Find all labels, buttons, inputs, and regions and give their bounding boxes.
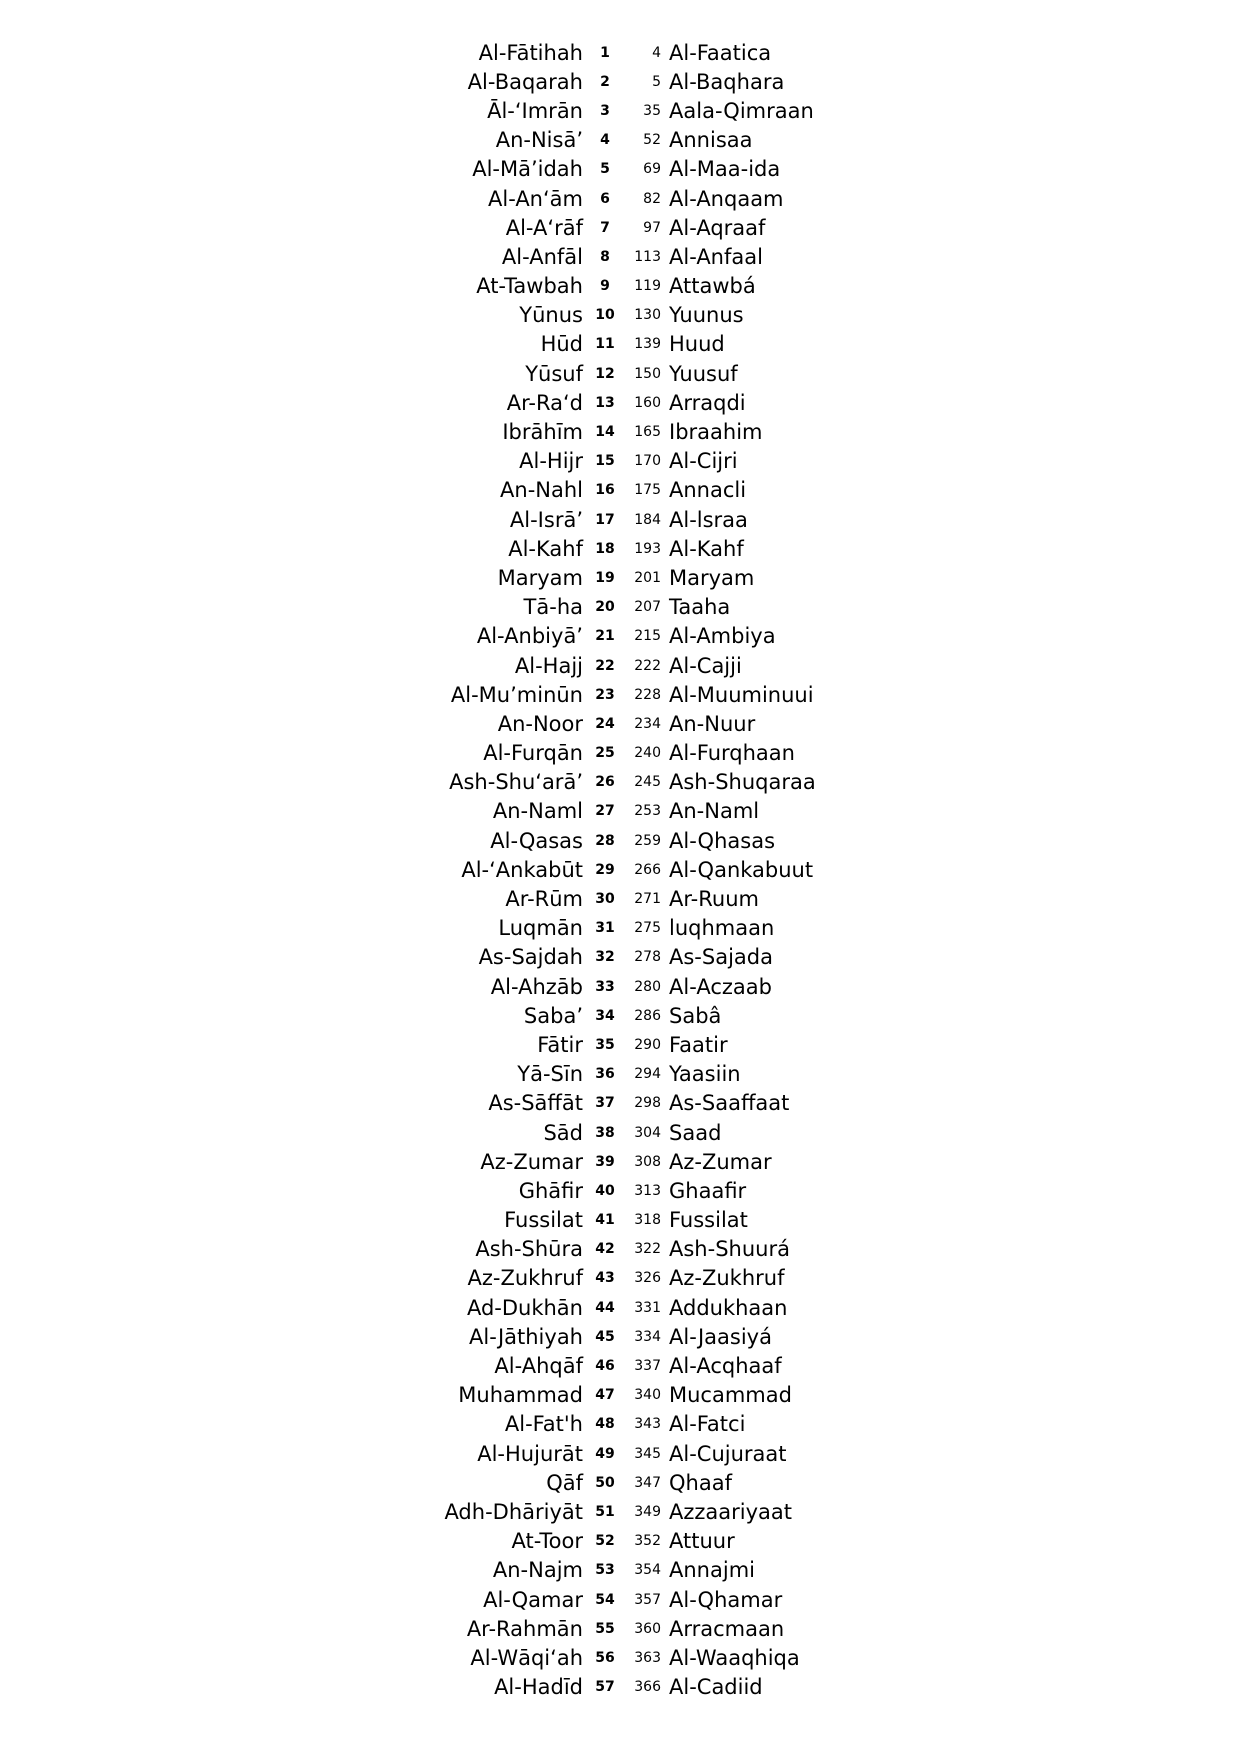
surah-somali-name: Al-Furqhaan bbox=[669, 741, 795, 766]
surah-number: 49 bbox=[595, 1445, 615, 1462]
surah-arabic-name: An-Nahl bbox=[500, 478, 583, 503]
surah-page-number: 4 bbox=[652, 44, 661, 61]
surah-somali-name: Al-Cajji bbox=[669, 653, 742, 678]
surah-page-number: 334 bbox=[634, 1328, 661, 1345]
surah-page-number: 366 bbox=[634, 1679, 661, 1696]
surah-page-number: 322 bbox=[634, 1241, 661, 1258]
surah-row bbox=[0, 1351, 1240, 1380]
surah-page-number: 354 bbox=[634, 1562, 661, 1579]
surah-page-number: 119 bbox=[634, 278, 661, 295]
surah-page-number: 113 bbox=[634, 248, 661, 265]
surah-number: 33 bbox=[595, 978, 615, 995]
surah-somali-name: Arracmaan bbox=[669, 1616, 785, 1641]
surah-arabic-name: Hūd bbox=[540, 332, 583, 357]
surah-page-number: 352 bbox=[634, 1533, 661, 1550]
surah-number: 11 bbox=[595, 336, 615, 353]
surah-row bbox=[0, 1322, 1240, 1351]
surah-number: 3 bbox=[600, 102, 610, 119]
surah-arabic-name: An-Noor bbox=[497, 711, 583, 736]
surah-row bbox=[0, 1293, 1240, 1322]
surah-arabic-name: Yā-Sīn bbox=[517, 1062, 583, 1087]
surah-row bbox=[0, 680, 1240, 709]
surah-arabic-name: Al-A‘rāf bbox=[505, 215, 583, 240]
surah-page-number: 357 bbox=[634, 1591, 661, 1608]
surah-somali-name: Al-Anfaal bbox=[669, 244, 763, 269]
surah-somali-name: Al-Aqraaf bbox=[669, 215, 766, 240]
surah-arabic-name: Al-Anfāl bbox=[501, 244, 583, 269]
surah-page-number: 160 bbox=[634, 394, 661, 411]
surah-page-number: 5 bbox=[652, 73, 661, 90]
surah-row bbox=[0, 505, 1240, 534]
surah-row bbox=[0, 943, 1240, 972]
surah-row bbox=[0, 1439, 1240, 1468]
surah-row bbox=[0, 1206, 1240, 1235]
surah-row bbox=[0, 855, 1240, 884]
surah-page-number: 298 bbox=[634, 1095, 661, 1112]
surah-arabic-name: Saba’ bbox=[523, 1003, 583, 1028]
surah-somali-name: Al-Acqhaaf bbox=[669, 1354, 782, 1379]
surah-row bbox=[0, 447, 1240, 476]
surah-row bbox=[0, 476, 1240, 505]
surah-row bbox=[0, 126, 1240, 155]
surah-page-number: 290 bbox=[634, 1036, 661, 1053]
surah-page-number: 278 bbox=[634, 949, 661, 966]
surah-somali-name: Al-Cujuraat bbox=[669, 1441, 787, 1466]
surah-somali-name: Al-Qhamar bbox=[669, 1587, 783, 1612]
surah-row bbox=[0, 1235, 1240, 1264]
surah-number: 14 bbox=[595, 424, 615, 441]
surah-arabic-name: Al-Hadīd bbox=[494, 1675, 583, 1700]
surah-row bbox=[0, 1614, 1240, 1643]
surah-somali-name: Al-Qankabuut bbox=[669, 857, 814, 882]
surah-number: 32 bbox=[595, 949, 615, 966]
surah-number: 38 bbox=[595, 1124, 615, 1141]
surah-row bbox=[0, 242, 1240, 271]
surah-row bbox=[0, 797, 1240, 826]
surah-somali-name: Al-Jaasiyá bbox=[669, 1324, 772, 1349]
surah-somali-name: Ibraahim bbox=[669, 420, 763, 445]
surah-number: 41 bbox=[595, 1212, 615, 1229]
surah-page-number: 286 bbox=[634, 1007, 661, 1024]
surah-number: 56 bbox=[595, 1649, 615, 1666]
surah-number: 35 bbox=[595, 1036, 615, 1053]
surah-row bbox=[0, 359, 1240, 388]
surah-arabic-name: Az-Zukhruf bbox=[467, 1266, 583, 1291]
surah-arabic-name: Al-Ahqāf bbox=[494, 1354, 583, 1379]
surah-arabic-name: Al-Kahf bbox=[508, 536, 583, 561]
surah-arabic-name: Fussilat bbox=[504, 1208, 583, 1233]
surah-somali-name: Ash-Shuurá bbox=[669, 1237, 790, 1262]
surah-arabic-name: An-Nisā’ bbox=[495, 128, 583, 153]
surah-row bbox=[0, 1030, 1240, 1059]
surah-page-number: 222 bbox=[634, 657, 661, 674]
surah-number: 37 bbox=[595, 1095, 615, 1112]
surah-number: 19 bbox=[595, 569, 615, 586]
surah-somali-name: Al-Cijri bbox=[669, 449, 738, 474]
surah-number: 23 bbox=[595, 686, 615, 703]
surah-somali-name: Ghaafir bbox=[669, 1178, 747, 1203]
surah-number: 47 bbox=[595, 1387, 615, 1404]
surah-somali-name: Al-Waaqhiqa bbox=[669, 1645, 800, 1670]
surah-page-number: 201 bbox=[634, 569, 661, 586]
surah-arabic-name: Qāf bbox=[546, 1470, 583, 1495]
surah-row bbox=[0, 1001, 1240, 1030]
surah-number: 46 bbox=[595, 1358, 615, 1375]
surah-row bbox=[0, 593, 1240, 622]
surah-arabic-name: At-Tawbah bbox=[476, 274, 583, 299]
surah-page-number: 340 bbox=[634, 1387, 661, 1404]
surah-somali-name: Annacli bbox=[669, 478, 747, 503]
surah-number: 50 bbox=[595, 1474, 615, 1491]
surah-number: 13 bbox=[595, 394, 615, 411]
surah-page-number: 280 bbox=[634, 978, 661, 995]
surah-page-number: 313 bbox=[634, 1182, 661, 1199]
surah-number: 12 bbox=[595, 365, 615, 382]
surah-somali-name: Attuur bbox=[669, 1529, 735, 1554]
surah-arabic-name: Al-Qasas bbox=[490, 828, 583, 853]
surah-number: 22 bbox=[595, 657, 615, 674]
surah-arabic-name: Yūsuf bbox=[525, 361, 583, 386]
surah-page-number: 35 bbox=[643, 102, 661, 119]
surah-row bbox=[0, 1410, 1240, 1439]
surah-row bbox=[0, 96, 1240, 125]
surah-number: 48 bbox=[595, 1416, 615, 1433]
surah-number: 6 bbox=[600, 190, 610, 207]
surah-row bbox=[0, 884, 1240, 913]
surah-arabic-name: Al-Jāthiyah bbox=[469, 1324, 583, 1349]
surah-somali-name: Al-Kahf bbox=[669, 536, 744, 561]
surah-somali-name: Al-Anqaam bbox=[669, 186, 784, 211]
surah-number: 28 bbox=[595, 832, 615, 849]
surah-page-number: 207 bbox=[634, 599, 661, 616]
surah-somali-name: Ar-Ruum bbox=[669, 887, 759, 912]
surah-page-number: 240 bbox=[634, 745, 661, 762]
surah-arabic-name: Adh-Dhāriyāt bbox=[444, 1499, 583, 1524]
surah-page-number: 259 bbox=[634, 832, 661, 849]
surah-somali-name: Al-Baqhara bbox=[669, 69, 785, 94]
surah-row bbox=[0, 534, 1240, 563]
surah-arabic-name: Al-Fātihah bbox=[478, 40, 583, 65]
surah-row bbox=[0, 155, 1240, 184]
surah-arabic-name: Sād bbox=[543, 1120, 583, 1145]
surah-number: 2 bbox=[600, 73, 610, 90]
surah-arabic-name: Ar-Rūm bbox=[505, 887, 583, 912]
surah-number: 15 bbox=[595, 453, 615, 470]
surah-row bbox=[0, 272, 1240, 301]
surah-number: 45 bbox=[595, 1328, 615, 1345]
surah-somali-name: Aala-Qimraan bbox=[669, 98, 814, 123]
surah-arabic-name: As-Sāffāt bbox=[488, 1091, 583, 1116]
surah-somali-name: An-Naml bbox=[669, 799, 760, 824]
surah-row bbox=[0, 1176, 1240, 1205]
surah-page-number: 97 bbox=[643, 219, 661, 236]
surah-arabic-name: Al-Anbiyā’ bbox=[476, 624, 583, 649]
surah-somali-name: Yaasiin bbox=[669, 1062, 741, 1087]
surah-somali-name: Faatir bbox=[669, 1032, 728, 1057]
surah-somali-name: Az-Zukhruf bbox=[669, 1266, 785, 1291]
surah-page-number: 343 bbox=[634, 1416, 661, 1433]
surah-somali-name: Al-Muuminuui bbox=[669, 682, 814, 707]
surah-somali-name: Annisaa bbox=[669, 128, 753, 153]
surah-index bbox=[0, 38, 1240, 1702]
surah-number: 39 bbox=[595, 1153, 615, 1170]
surah-somali-name: As-Sajada bbox=[669, 945, 773, 970]
surah-somali-name: Al-Faatica bbox=[669, 40, 772, 65]
surah-number: 44 bbox=[595, 1299, 615, 1316]
surah-page-number: 275 bbox=[634, 920, 661, 937]
surah-somali-name: Annajmi bbox=[669, 1558, 755, 1583]
surah-arabic-name: As-Sajdah bbox=[478, 945, 583, 970]
surah-number: 16 bbox=[595, 482, 615, 499]
surah-number: 40 bbox=[595, 1182, 615, 1199]
surah-arabic-name: Fātir bbox=[537, 1032, 583, 1057]
surah-row bbox=[0, 1497, 1240, 1526]
surah-somali-name: Fussilat bbox=[669, 1208, 748, 1233]
surah-number: 24 bbox=[595, 715, 615, 732]
surah-arabic-name: Al-Wāqi‘ah bbox=[470, 1645, 583, 1670]
surah-row bbox=[0, 1643, 1240, 1672]
surah-row bbox=[0, 709, 1240, 738]
surah-number: 10 bbox=[595, 307, 615, 324]
surah-row bbox=[0, 1089, 1240, 1118]
surah-page-number: 318 bbox=[634, 1212, 661, 1229]
surah-somali-name: Al-Aczaab bbox=[669, 974, 772, 999]
surah-row bbox=[0, 1264, 1240, 1293]
surah-number: 34 bbox=[595, 1007, 615, 1024]
surah-somali-name: Yuunus bbox=[669, 303, 744, 328]
surah-number: 21 bbox=[595, 628, 615, 645]
surah-page-number: 69 bbox=[643, 161, 661, 178]
surah-row bbox=[0, 1147, 1240, 1176]
surah-arabic-name: Al-Ahzāb bbox=[490, 974, 583, 999]
surah-arabic-name: Maryam bbox=[497, 565, 583, 590]
surah-arabic-name: At-Toor bbox=[511, 1529, 583, 1554]
surah-row bbox=[0, 301, 1240, 330]
surah-number: 42 bbox=[595, 1241, 615, 1258]
surah-arabic-name: Al-Mu’minūn bbox=[450, 682, 583, 707]
surah-page-number: 326 bbox=[634, 1270, 661, 1287]
surah-arabic-name: Ar-Ra‘d bbox=[506, 390, 583, 415]
surah-page-number: 360 bbox=[634, 1620, 661, 1637]
surah-row bbox=[0, 1673, 1240, 1702]
surah-somali-name: Ash-Shuqaraa bbox=[669, 770, 816, 795]
surah-row bbox=[0, 651, 1240, 680]
surah-somali-name: luqhmaan bbox=[669, 916, 775, 941]
surah-row bbox=[0, 213, 1240, 242]
surah-number: 9 bbox=[600, 278, 610, 295]
surah-row bbox=[0, 417, 1240, 446]
surah-page-number: 331 bbox=[634, 1299, 661, 1316]
surah-page-number: 228 bbox=[634, 686, 661, 703]
surah-page-number: 215 bbox=[634, 628, 661, 645]
surah-arabic-name: Ghāfir bbox=[518, 1178, 583, 1203]
surah-row bbox=[0, 1118, 1240, 1147]
surah-somali-name: An-Nuur bbox=[669, 711, 756, 736]
surah-row bbox=[0, 622, 1240, 651]
surah-number: 57 bbox=[595, 1679, 615, 1696]
surah-somali-name: Sabâ bbox=[669, 1003, 722, 1028]
surah-arabic-name: Al-Hujurāt bbox=[477, 1441, 583, 1466]
surah-row bbox=[0, 739, 1240, 768]
surah-row bbox=[0, 1527, 1240, 1556]
surah-number: 51 bbox=[595, 1503, 615, 1520]
surah-somali-name: Az-Zumar bbox=[669, 1149, 772, 1174]
surah-somali-name: Maryam bbox=[669, 565, 755, 590]
surah-page-number: 52 bbox=[643, 132, 661, 149]
surah-arabic-name: Al-Hijr bbox=[519, 449, 583, 474]
surah-number: 7 bbox=[600, 219, 610, 236]
surah-arabic-name: Muhammad bbox=[458, 1383, 583, 1408]
surah-number: 17 bbox=[595, 511, 615, 528]
surah-somali-name: Addukhaan bbox=[669, 1295, 788, 1320]
surah-arabic-name: Luqmān bbox=[498, 916, 583, 941]
surah-somali-name: Al-Ambiya bbox=[669, 624, 776, 649]
surah-arabic-name: Al-‘Ankabūt bbox=[461, 857, 583, 882]
surah-arabic-name: Az-Zumar bbox=[480, 1149, 583, 1174]
surah-somali-name: Al-lsraa bbox=[669, 507, 748, 532]
surah-arabic-name: Al-Hajj bbox=[514, 653, 583, 678]
surah-arabic-name: Tā-ha bbox=[523, 595, 583, 620]
surah-page-number: 294 bbox=[634, 1066, 661, 1083]
surah-page-number: 337 bbox=[634, 1358, 661, 1375]
surah-arabic-name: Ibrāhīm bbox=[502, 420, 583, 445]
surah-somali-name: Attawbá bbox=[669, 274, 756, 299]
surah-number: 20 bbox=[595, 599, 615, 616]
surah-number: 43 bbox=[595, 1270, 615, 1287]
surah-row bbox=[0, 914, 1240, 943]
surah-number: 30 bbox=[595, 891, 615, 908]
surah-arabic-name: Ad-Dukhān bbox=[466, 1295, 583, 1320]
surah-row bbox=[0, 1381, 1240, 1410]
surah-arabic-name: Ar-Rahmān bbox=[466, 1616, 583, 1641]
surah-page-number: 150 bbox=[634, 365, 661, 382]
surah-somali-name: Huud bbox=[669, 332, 725, 357]
surah-somali-name: Taaha bbox=[669, 595, 731, 620]
surah-somali-name: Al-Cadiid bbox=[669, 1675, 763, 1700]
surah-number: 25 bbox=[595, 745, 615, 762]
surah-row bbox=[0, 972, 1240, 1001]
surah-arabic-name: Al-An‘ām bbox=[488, 186, 583, 211]
surah-page-number: 349 bbox=[634, 1503, 661, 1520]
surah-row bbox=[0, 388, 1240, 417]
surah-page-number: 184 bbox=[634, 511, 661, 528]
surah-row bbox=[0, 826, 1240, 855]
surah-arabic-name: Ash-Shu‘arā’ bbox=[449, 770, 583, 795]
surah-row bbox=[0, 1468, 1240, 1497]
surah-number: 53 bbox=[595, 1562, 615, 1579]
surah-somali-name: Qhaaf bbox=[669, 1470, 732, 1495]
surah-arabic-name: Al-Baqarah bbox=[467, 69, 583, 94]
surah-row bbox=[0, 1556, 1240, 1585]
surah-page-number: 308 bbox=[634, 1153, 661, 1170]
surah-number: 26 bbox=[595, 774, 615, 791]
surah-number: 8 bbox=[600, 248, 610, 265]
surah-somali-name: Yuusuf bbox=[669, 361, 738, 386]
surah-somali-name: Saad bbox=[669, 1120, 722, 1145]
surah-arabic-name: Al-Mā’idah bbox=[472, 157, 583, 182]
surah-arabic-name: An-Naml bbox=[492, 799, 583, 824]
surah-page-number: 271 bbox=[634, 891, 661, 908]
surah-page-number: 253 bbox=[634, 803, 661, 820]
surah-row bbox=[0, 1585, 1240, 1614]
surah-page-number: 139 bbox=[634, 336, 661, 353]
surah-arabic-name: Al-Isrā’ bbox=[509, 507, 583, 532]
surah-somali-name: Azzaariyaat bbox=[669, 1499, 793, 1524]
surah-arabic-name: An-Najm bbox=[492, 1558, 583, 1583]
surah-row bbox=[0, 67, 1240, 96]
surah-row bbox=[0, 330, 1240, 359]
surah-page-number: 245 bbox=[634, 774, 661, 791]
surah-number: 1 bbox=[600, 44, 610, 61]
surah-number: 18 bbox=[595, 540, 615, 557]
surah-page-number: 170 bbox=[634, 453, 661, 470]
surah-number: 4 bbox=[600, 132, 610, 149]
surah-page-number: 175 bbox=[634, 482, 661, 499]
surah-page-number: 82 bbox=[643, 190, 661, 207]
surah-number: 52 bbox=[595, 1533, 615, 1550]
surah-page-number: 266 bbox=[634, 861, 661, 878]
surah-number: 55 bbox=[595, 1620, 615, 1637]
surah-arabic-name: Ash-Shūra bbox=[475, 1237, 583, 1262]
surah-number: 29 bbox=[595, 861, 615, 878]
surah-number: 31 bbox=[595, 920, 615, 937]
surah-number: 5 bbox=[600, 161, 610, 178]
surah-arabic-name: Al-Furqān bbox=[483, 741, 583, 766]
surah-row bbox=[0, 768, 1240, 797]
surah-page-number: 304 bbox=[634, 1124, 661, 1141]
surah-somali-name: Arraqdi bbox=[669, 390, 746, 415]
surah-arabic-name: Al-Fat'h bbox=[504, 1412, 583, 1437]
surah-somali-name: As-Saaffaat bbox=[669, 1091, 790, 1116]
surah-arabic-name: Al-Qamar bbox=[483, 1587, 583, 1612]
surah-page-number: 345 bbox=[634, 1445, 661, 1462]
surah-somali-name: Al-Fatci bbox=[669, 1412, 746, 1437]
surah-somali-name: Mucammad bbox=[669, 1383, 792, 1408]
surah-page-number: 165 bbox=[634, 424, 661, 441]
surah-page-number: 130 bbox=[634, 307, 661, 324]
surah-page-number: 234 bbox=[634, 715, 661, 732]
surah-somali-name: Al-Qhasas bbox=[669, 828, 776, 853]
surah-number: 54 bbox=[595, 1591, 615, 1608]
surah-number: 36 bbox=[595, 1066, 615, 1083]
surah-row bbox=[0, 563, 1240, 592]
surah-arabic-name: Yūnus bbox=[519, 303, 583, 328]
surah-row bbox=[0, 1060, 1240, 1089]
surah-row bbox=[0, 184, 1240, 213]
surah-page-number: 193 bbox=[634, 540, 661, 557]
surah-arabic-name: Āl-‘Imrān bbox=[487, 98, 583, 123]
surah-somali-name: Al-Maa-ida bbox=[669, 157, 781, 182]
surah-page-number: 347 bbox=[634, 1474, 661, 1491]
surah-row bbox=[0, 38, 1240, 67]
surah-number: 27 bbox=[595, 803, 615, 820]
surah-page-number: 363 bbox=[634, 1649, 661, 1666]
